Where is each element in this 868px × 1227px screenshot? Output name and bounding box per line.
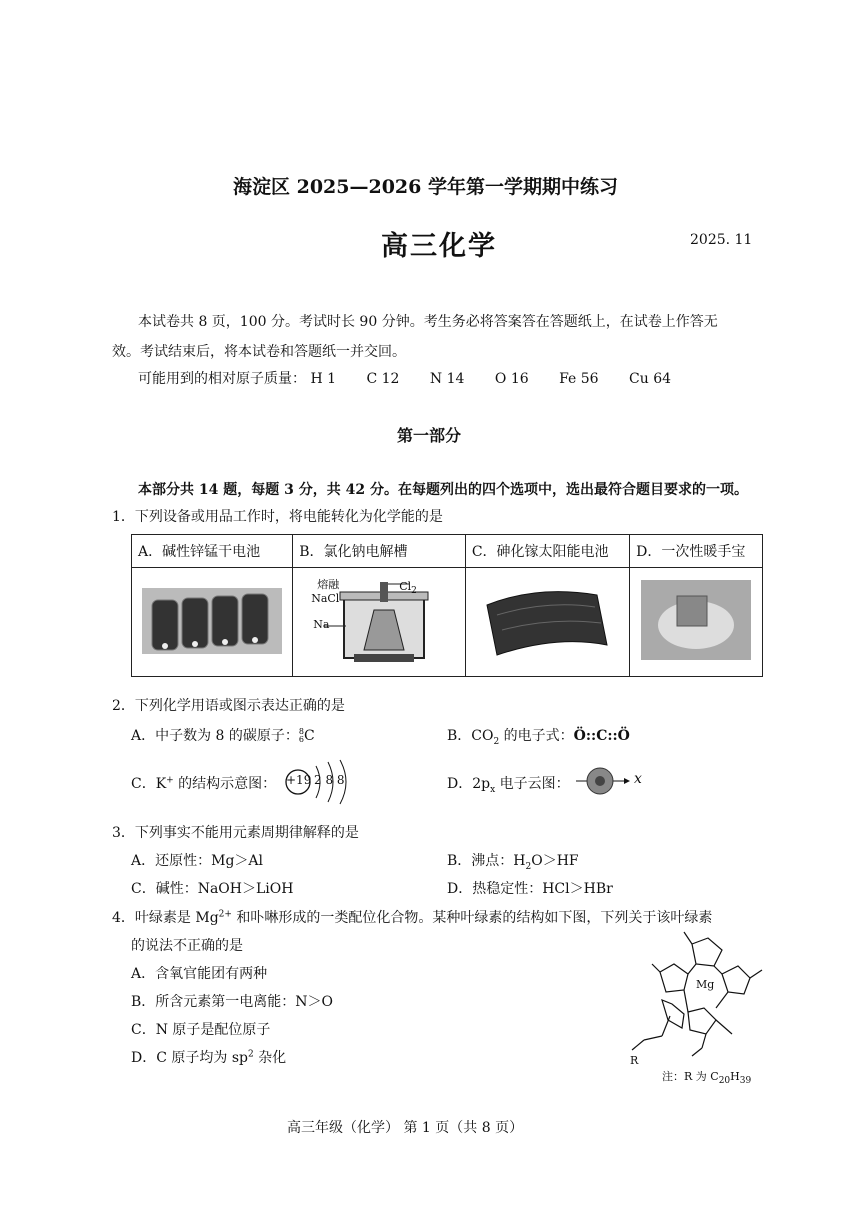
- q3-option-b: B．沸点：$H_2O>HF$: [447, 853, 579, 872]
- atomic-mass-c: C 12: [366, 371, 400, 387]
- q1-stem: 1．下列设备或用品工作时，将电能转化为化学能的是: [112, 509, 443, 525]
- q1-label-na: Na: [313, 618, 330, 631]
- q4-option-b: B．所含元素第一电离能：N＞O: [131, 994, 334, 1010]
- atomic-mass-fe: Fe 56: [559, 371, 599, 387]
- q2-option-d: D．$2p_x$ 电子云图：: [447, 776, 570, 795]
- atomic-mass-h: H 1: [310, 371, 337, 387]
- atomic-mass-n: N 14: [429, 371, 465, 387]
- q3-option-a: A．还原性：Mg＞Al: [131, 853, 263, 869]
- q1-image-hand-warmer: [630, 568, 763, 677]
- q1-image-solar-panel: [465, 568, 629, 677]
- atomic-mass-o: O 16: [494, 371, 529, 387]
- part-title: 第一部分: [397, 426, 462, 445]
- q1-option-b: B．氯化钠电解槽: [293, 535, 466, 568]
- q4-stem-line2: 的说法不正确的是: [131, 938, 243, 954]
- chlorophyll-mg-label: Mg: [696, 978, 715, 991]
- q3-stem: 3．下列事实不能用元素周期律解释的是: [112, 825, 359, 841]
- q1-label-nacl: NaCl: [311, 592, 340, 605]
- q1-options-table: [131, 534, 763, 677]
- atomic-mass-row: [138, 368, 671, 388]
- q2-option-b: B．$CO_2$ 的电子式：Ö::C::Ö: [447, 728, 630, 747]
- q4-option-a: A．含氧官能团有两种: [131, 966, 268, 982]
- co2-lewis-structure: Ö::C::Ö: [573, 728, 630, 744]
- q2-option-c: C．K+ 的结构示意图：: [131, 775, 277, 792]
- q2-stem: 2．下列化学用语或图示表达正确的是: [112, 698, 345, 714]
- q1-label-molten: 熔融: [317, 578, 340, 591]
- instructions-line2: 效。考试结束后，将本试卷和答题纸一并交回。: [112, 344, 406, 360]
- q4-stem-line1: 4．叶绿素是 $Mg^{2+}$ 和卟啉形成的一类配位化合物。某种叶绿素的结构如下图，下列关于该叶绿素: [112, 909, 713, 926]
- q4-option-d: D．C 原子均为 $sp^2$ 杂化: [131, 1049, 287, 1066]
- q4-option-c: C．N 原子是配位原子: [131, 1022, 271, 1038]
- q1-option-a: A．碱性锌锰干电池: [132, 535, 293, 568]
- p-orbital-axis-label: x: [634, 771, 642, 787]
- q2-nuclide: 8 6: [298, 727, 305, 744]
- atomic-mass-label: 可能用到的相对原子质量：: [138, 371, 306, 387]
- q2-option-a: A．中子数为 8 的碳原子： 8 6 C: [131, 727, 315, 744]
- subject-title: 高三化学: [381, 231, 497, 262]
- q3-option-c: C．碱性：NaOH＞LiOH: [131, 881, 294, 897]
- q1-option-d: D．一次性暖手宝: [630, 535, 763, 568]
- q1-option-c: C．砷化镓太阳能电池: [465, 535, 629, 568]
- chlorophyll-note: 注：R 为 $C_{20}H_{39}$: [662, 1070, 752, 1087]
- part-intro: 本部分共 14 题，每题 3 分，共 42 分。在每题列出的四个选项中，选出最符合题目要求的一项。: [138, 482, 748, 498]
- exam-date: 2025. 11: [690, 232, 753, 248]
- q1-image-electrolysis-cell: [293, 568, 466, 677]
- k-structure-diagram: [282, 758, 362, 806]
- q1-image-batteries: [132, 568, 293, 677]
- chlorophyll-structure: [622, 928, 772, 1087]
- q3-option-d: D．热稳定性：HCl＞HBr: [447, 881, 613, 897]
- q1-label-cl2: $Cl_2$: [399, 580, 417, 597]
- instructions-line1: 本试卷共 8 页，100 分。考试时长 90 分钟。考生务必将答案答在答题纸上，在试卷上作答无: [138, 314, 718, 330]
- k-shell-electrons: 2 8 8: [314, 773, 345, 787]
- chlorophyll-r-label: R: [630, 1054, 639, 1067]
- atomic-mass-cu: Cu 64: [629, 371, 672, 387]
- k-nucleus-charge: +19: [286, 773, 312, 787]
- p-orbital-diagram: [574, 766, 646, 796]
- page-footer: 高三年级（化学） 第 1 页（共 8 页）: [287, 1120, 524, 1136]
- exam-title: 海淀区 2025—2026 学年第一学期期中练习: [233, 176, 618, 198]
